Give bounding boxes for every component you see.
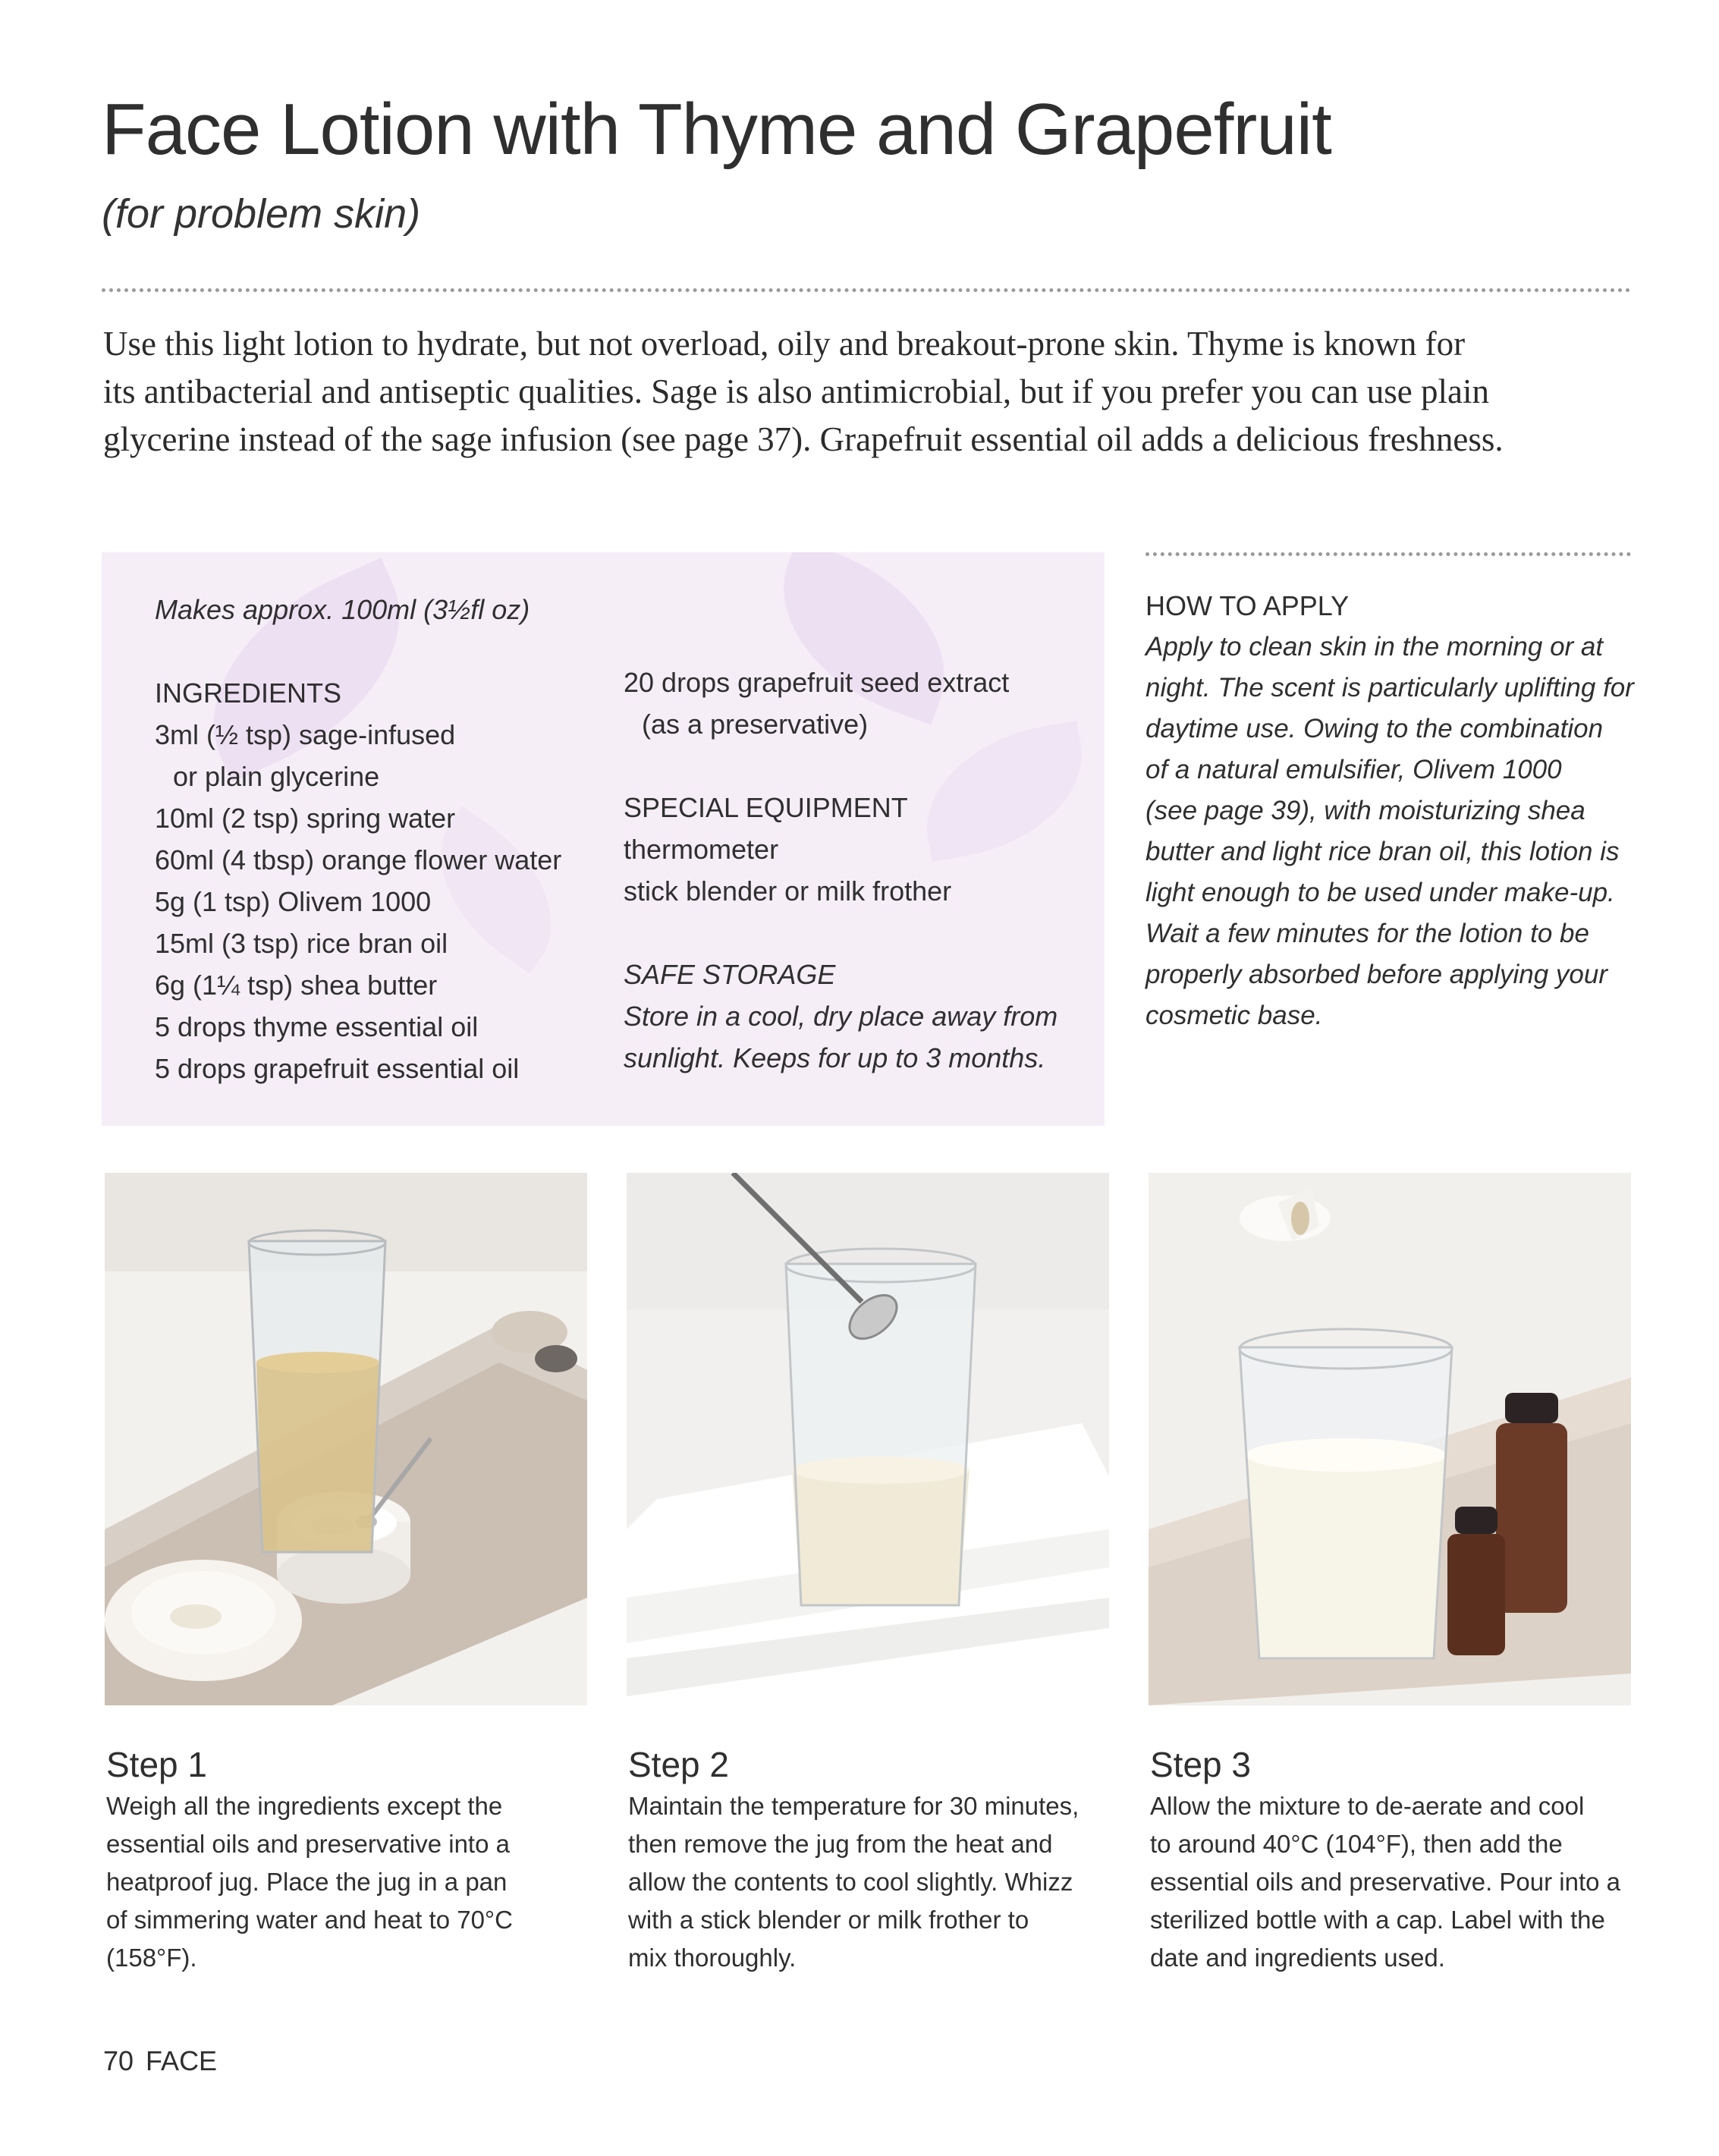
step-text: (158°F).	[106, 1944, 197, 1972]
step-title: Step 3	[1150, 1745, 1251, 1784]
ingredient-item: 10ml (2 tsp) spring water	[155, 803, 456, 834]
intro-line: Use this light lotion to hydrate, but not overload, oily and breakout-prone skin. Thyme is known for	[103, 325, 1466, 363]
ingredients-column	[155, 589, 561, 1089]
howto-line: cosmetic base.	[1145, 1001, 1323, 1030]
ingredient-item: 5 drops thyme essential oil	[155, 1011, 479, 1042]
ingredient-item: or plain glycerine	[173, 761, 380, 792]
equipment-item: thermometer	[624, 834, 779, 865]
howto-line: Wait a few minutes for the lotion to be	[1145, 919, 1589, 948]
step-title: Step 2	[628, 1745, 729, 1784]
howto-line: (see page 39), with moisturizing shea	[1145, 796, 1585, 825]
step-1-illustration	[105, 1173, 587, 1705]
step-2	[628, 1742, 1114, 1977]
step-text: then remove the jug from the heat and	[628, 1830, 1053, 1858]
step-2-photo	[627, 1173, 1109, 1705]
ingredients-heading: INGREDIENTS	[155, 677, 342, 709]
step-3-illustration	[1149, 1173, 1631, 1705]
howto-line: properly absorbed before applying your	[1145, 960, 1607, 989]
equipment-item: stick blender or milk frother	[624, 875, 952, 907]
step-text: essential oils and preservative into a	[106, 1830, 510, 1858]
ingredient-item: 3ml (½ tsp) sage-infused	[155, 719, 456, 750]
yield-text: Makes approx. 100ml (3½fl oz)	[155, 594, 530, 625]
page-title: Face Lotion with Thyme and Grapefruit	[102, 89, 1331, 170]
ingredient-item: 15ml (3 tsp) rice bran oil	[155, 928, 448, 959]
step-text: to around 40°C (104°F), then add the	[1150, 1830, 1563, 1858]
ingredient-item: 20 drops grapefruit seed extract	[624, 667, 1010, 698]
step-text: Allow the mixture to de-aerate and cool	[1150, 1792, 1585, 1820]
howto-line: daytime use. Owing to the combination	[1145, 714, 1604, 743]
howto-line: of a natural emulsifier, Olivem 1000	[1145, 755, 1562, 784]
storage-text: Store in a cool, dry place away from	[624, 1001, 1058, 1032]
storage-heading: SAFE STORAGE	[624, 959, 836, 990]
howto-heading: HOW TO APPLY	[1145, 590, 1350, 621]
title-divider	[102, 288, 1631, 292]
intro-line: glycerine instead of the sage infusion (see page 37). Grapefruit essential oil adds a delicious freshness.	[103, 420, 1504, 458]
step-3	[1150, 1742, 1636, 1977]
how-to-apply	[1145, 586, 1634, 1036]
intro-paragraph	[103, 320, 1628, 464]
step-text: Weigh all the ingredients except the	[106, 1792, 503, 1820]
step-1	[106, 1742, 592, 1977]
storage-text: sunlight. Keeps for up to 3 months.	[624, 1042, 1046, 1073]
step-2-illustration	[627, 1173, 1109, 1705]
equipment-heading: SPECIAL EQUIPMENT	[624, 792, 908, 823]
step-text: with a stick blender or milk frother to	[628, 1906, 1029, 1934]
step-1-photo	[105, 1173, 587, 1705]
howto-divider	[1145, 552, 1631, 556]
howto-line: light enough to be used under make-up.	[1145, 878, 1615, 907]
page-subtitle: (for problem skin)	[102, 191, 421, 237]
page-number: 70	[103, 2045, 134, 2076]
step-text: sterilized bottle with a cap. Label with the	[1150, 1906, 1605, 1934]
intro-line: its antibacterial and antiseptic qualities. Sage is also antimicrobial, but if you prefer you can use plain	[103, 372, 1489, 410]
page-footer	[103, 2045, 229, 2077]
howto-line: night. The scent is particularly uplifting for	[1145, 673, 1634, 702]
step-text: mix thoroughly.	[628, 1944, 797, 1972]
equipment-column	[624, 662, 1057, 1079]
howto-line: butter and light rice bran oil, this lotion is	[1145, 837, 1620, 866]
step-title: Step 1	[106, 1745, 207, 1784]
ingredient-item: (as a preservative)	[642, 709, 869, 740]
step-text: date and ingredients used.	[1150, 1944, 1445, 1972]
step-text: essential oils and preservative. Pour into a	[1150, 1868, 1621, 1896]
ingredient-item: 60ml (4 tbsp) orange flower water	[155, 844, 562, 875]
step-text: of simmering water and heat to 70°C	[106, 1906, 513, 1934]
section-name: FACE	[146, 2045, 218, 2076]
step-3-photo	[1149, 1173, 1631, 1705]
step-text: heatproof jug. Place the jug in a pan	[106, 1868, 508, 1896]
ingredient-item: 6g (1¼ tsp) shea butter	[155, 970, 438, 1001]
ingredient-item: 5 drops grapefruit essential oil	[155, 1053, 520, 1084]
step-text: Maintain the temperature for 30 minutes,	[628, 1792, 1079, 1820]
step-text: allow the contents to cool slightly. Whizz	[628, 1868, 1073, 1896]
howto-line: Apply to clean skin in the morning or at	[1145, 632, 1604, 662]
ingredient-item: 5g (1 tsp) Olivem 1000	[155, 886, 432, 917]
